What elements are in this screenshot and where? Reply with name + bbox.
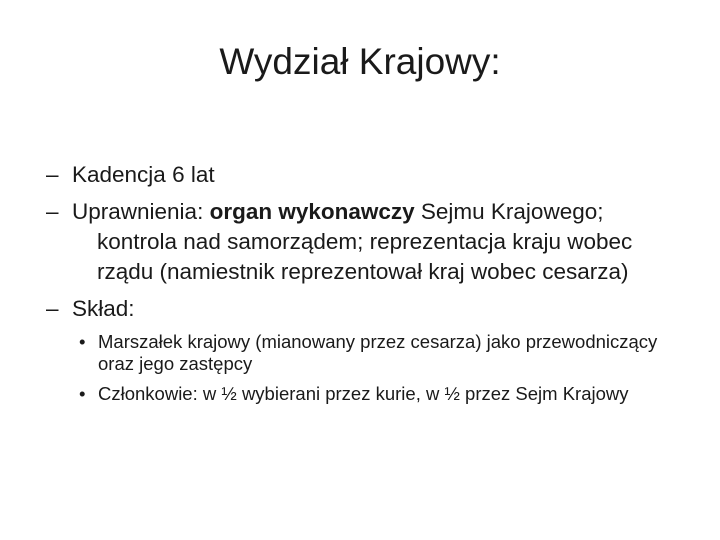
sub-list-item-members xyxy=(79,383,686,405)
list-item-bold-text: organ wykonawczy xyxy=(209,199,415,224)
dash-marker: – xyxy=(46,296,59,321)
bullet-marker: • xyxy=(79,331,86,352)
sub-list-item-marshal xyxy=(79,331,686,375)
bullet-marker: • xyxy=(79,383,86,404)
list-item-text: Skład: xyxy=(72,296,135,321)
list-item-prefix: Uprawnienia: xyxy=(72,199,210,224)
list-item-term xyxy=(46,160,686,190)
dash-marker: – xyxy=(46,162,59,187)
slide-content xyxy=(46,160,686,413)
dash-marker: – xyxy=(46,199,59,224)
list-item-text: Kadencja 6 lat xyxy=(72,162,215,187)
sub-list-item-text: Marszałek krajowy (mianowany przez cesarza) jako przewodniczący oraz jego zastępcy xyxy=(98,331,658,374)
slide-title: Wydział Krajowy: xyxy=(219,41,501,82)
list-item-powers xyxy=(46,197,686,287)
list-item-suffix: Sejmu Krajowego; kontrola nad samorządem; reprezentacja kraju wobec rządu (namiestnik reprezentował kraj wobec cesarza) xyxy=(97,199,633,284)
list-item-composition xyxy=(46,294,686,324)
sub-list-item-text: Członkowie: w ½ wybierani przez kurie, w ½ przez Sejm Krajowy xyxy=(98,383,629,404)
